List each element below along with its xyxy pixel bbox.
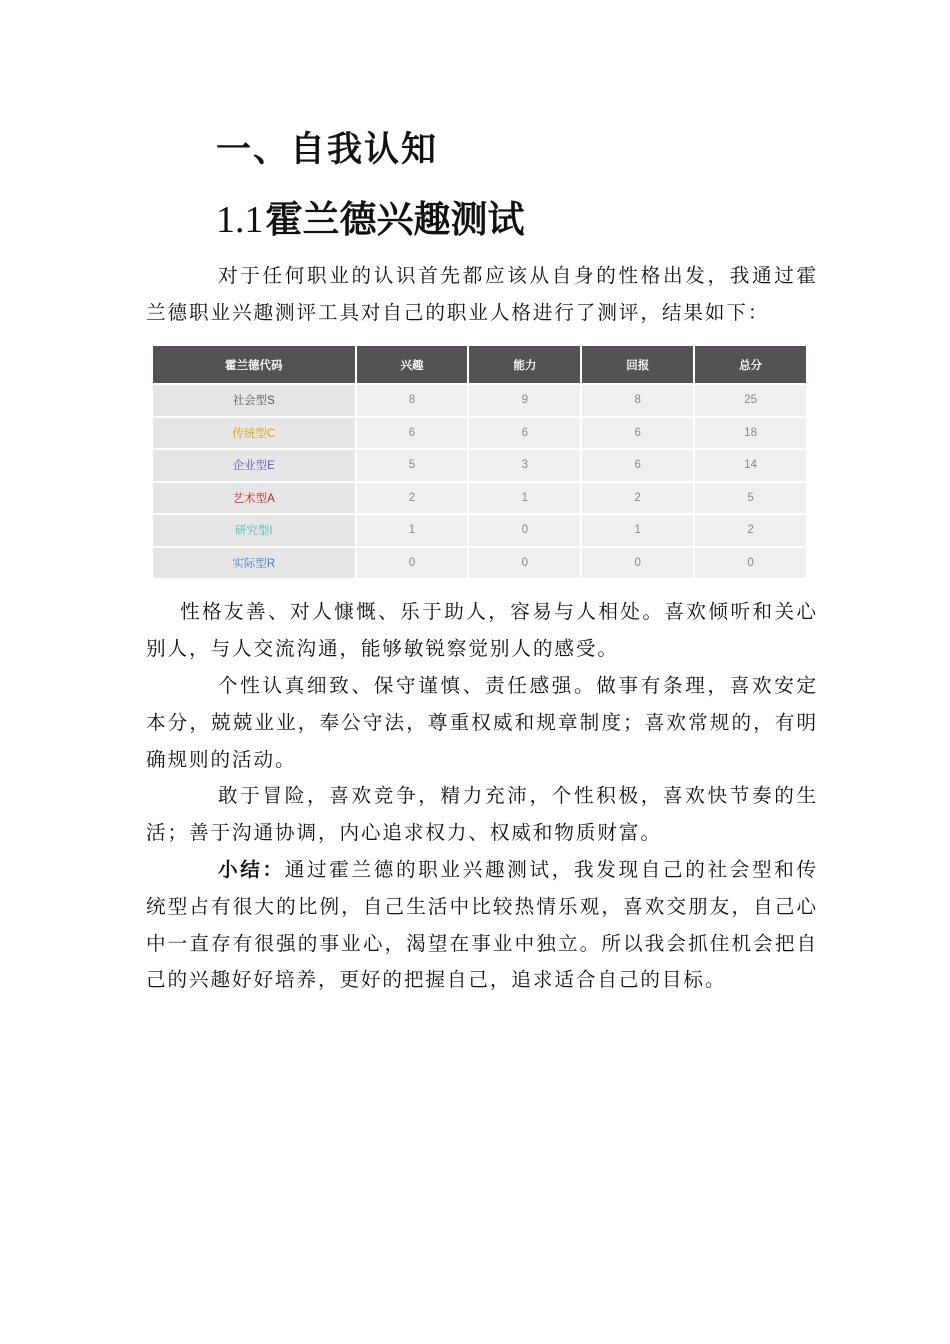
ability-cell: 9	[469, 385, 580, 416]
table-row	[153, 483, 806, 514]
total-cell: 25	[695, 385, 806, 416]
reward-cell: 0	[582, 548, 693, 579]
total-cell: 2	[695, 515, 806, 546]
ability-cell: 1	[469, 483, 580, 514]
interest-cell: 6	[357, 418, 468, 449]
table-row	[153, 450, 806, 481]
type-cell: 实际型R	[153, 548, 355, 579]
interest-cell: 5	[357, 450, 468, 481]
reward-cell: 8	[582, 385, 693, 416]
interest-cell: 0	[357, 548, 468, 579]
ability-cell: 3	[469, 450, 580, 481]
subsection-title: 霍兰德兴趣测试	[265, 197, 525, 241]
ability-cell: 0	[469, 515, 580, 546]
table-row	[153, 515, 806, 546]
holland-results-table	[151, 344, 808, 580]
type-cell: 社会型S	[153, 385, 355, 416]
subsection-heading	[216, 192, 525, 247]
total-cell: 5	[695, 483, 806, 514]
header-interest: 兴趣	[357, 346, 468, 383]
type-cell: 艺术型A	[153, 483, 355, 514]
header-code: 霍兰德代码	[153, 346, 355, 383]
ability-cell: 0	[469, 548, 580, 579]
paragraph-social: 性格友善、对人慷慨、乐于助人，容易与人相处。喜欢倾听和关心别人，与人交流沟通，能够敏锐察觉别人的感受。	[146, 600, 818, 660]
reward-cell: 6	[582, 450, 693, 481]
table-row	[153, 418, 806, 449]
section-heading: 一、自我认知	[216, 129, 439, 170]
total-cell: 18	[695, 418, 806, 449]
table-body	[153, 385, 806, 578]
ability-cell: 6	[469, 418, 580, 449]
table-row	[153, 548, 806, 579]
paragraph-enterprising: 敢于冒险，喜欢竞争，精力充沛，个性积极，喜欢快节奏的生活；善于沟通协调，内心追求权力、权威和物质财富。	[146, 784, 818, 844]
type-cell: 传统型C	[153, 418, 355, 449]
paragraph-conventional: 个性认真细致、保守谨慎、责任感强。做事有条理，喜欢安定本分，兢兢业业，奉公守法，尊重权威和规章制度；喜欢常规的，有明确规则的活动。	[146, 674, 818, 771]
header-ability: 能力	[469, 346, 580, 383]
header-reward: 回报	[582, 346, 693, 383]
intro-paragraph: 对于任何职业的认识首先都应该从自身的性格出发，我通过霍兰德职业兴趣测评工具对自己的职业人格进行了测评，结果如下：	[146, 264, 818, 324]
type-cell: 企业型E	[153, 450, 355, 481]
type-cell: 研究型I	[153, 515, 355, 546]
reward-cell: 6	[582, 418, 693, 449]
table-row	[153, 385, 806, 416]
reward-cell: 1	[582, 515, 693, 546]
summary-label: 小结：	[218, 858, 285, 881]
subsection-number: 1.1	[216, 199, 264, 241]
table-header-row	[153, 346, 806, 383]
summary-paragraph	[146, 852, 818, 999]
summary-text: 通过霍兰德的职业兴趣测试，我发现自己的社会型和传统型占有很大的比例，自己生活中比较热情乐观，喜欢交朋友，自己心中一直存有很强的事业心，渴望在事业中独立。所以我会抓住机会把自己的兴趣好好培养，更好的把握自己，追求适合自己的目标。	[146, 858, 818, 992]
interest-cell: 8	[357, 385, 468, 416]
total-cell: 14	[695, 450, 806, 481]
header-total: 总分	[695, 346, 806, 383]
interest-cell: 2	[357, 483, 468, 514]
total-cell: 0	[695, 548, 806, 579]
interest-cell: 1	[357, 515, 468, 546]
reward-cell: 2	[582, 483, 693, 514]
